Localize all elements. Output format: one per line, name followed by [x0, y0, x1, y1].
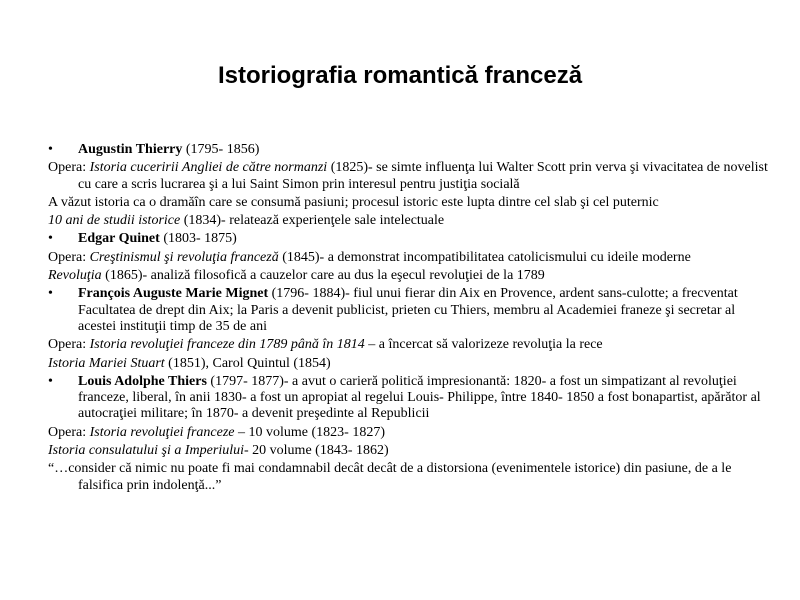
- bullet-item-quinet: [48, 231, 768, 247]
- work-description: (1845)- a demonstrat incompatibilitatea catolicismului cu ideile moderne: [278, 249, 691, 265]
- author-dates: (1803- 1875): [159, 231, 237, 247]
- quote-paragraph: [48, 461, 768, 494]
- slide-title: Istoriografia romantică franceză: [217, 62, 583, 89]
- text-paragraph: [48, 195, 768, 211]
- work-entry: [48, 250, 768, 266]
- work-title: Istoria cuceririi Angliei de către normanzi: [89, 160, 328, 176]
- paragraph-text: A văzut istoria ca o dramăîn care se consumă pasiuni; procesul istoric este lupta dintre cel slab şi cel puternic: [48, 194, 659, 210]
- work-entry: [48, 160, 768, 193]
- work-title: Istoria revoluţiei franceze: [89, 424, 235, 440]
- author-description: (1797- 1877)- a avut o carieră politică impresionantă: 1820- a fost un simpatizant al revoluţiei franceze, liberal, în anii 1830- a fost un apropiat al regelui Louis- Philippe, între 1840- 1850 a fost bonapartist, apărător al autocraţiei militare; în 1870- a devenit preşedinte al Republicii: [78, 373, 761, 422]
- slide-body: [48, 142, 768, 496]
- author-name: Edgar Quinet: [78, 231, 160, 247]
- author-name: Augustin Thierry: [78, 142, 183, 157]
- work-title: 10 ani de studii istorice: [48, 213, 181, 229]
- work-title: Istoria consulatului şi a Imperiului: [48, 443, 244, 459]
- work-description: (1865)- analiză filosofică a cauzelor care au dus la eşecul revoluţiei de la 1789: [101, 268, 545, 284]
- author-name: Louis Adolphe Thiers: [78, 373, 207, 389]
- work-label: Opera:: [48, 424, 90, 440]
- work-label: Opera:: [48, 160, 90, 176]
- work-label: Opera:: [48, 337, 90, 353]
- work-description: – a încercat să valorizeze revoluţia la rece: [364, 337, 603, 353]
- work-entry: [48, 425, 768, 441]
- work-entry: [48, 443, 768, 459]
- bullet-icon: •: [48, 142, 53, 157]
- bullet-icon: •: [48, 286, 53, 302]
- quote-text: “…consider că nimic nu poate fi mai condamnabil decât decât de a distorsiona (evenimentele istorice) din pasiune, de a le falsifica prin indolenţă...”: [48, 461, 732, 493]
- work-label: Opera:: [48, 249, 90, 265]
- work-title: Creştinismul şi revoluţia franceză: [89, 249, 279, 265]
- work-description: - 20 volume (1843- 1862): [244, 443, 389, 459]
- work-title: Revoluţia: [48, 268, 102, 284]
- work-description: – 10 volume (1823- 1827): [234, 424, 385, 440]
- work-description: (1825)- se simte influenţa lui Walter Scott prin verva şi vivacitatea de novelist cu care a scris lucrarea şi a lui Saint Simon prin interesul pentru justiţia socială: [78, 160, 768, 192]
- bullet-icon: •: [48, 231, 53, 247]
- work-title: Istoria Mariei Stuart: [48, 355, 165, 371]
- work-entry: [48, 268, 768, 284]
- author-name: François Auguste Marie Mignet: [78, 286, 269, 302]
- work-entry: [48, 213, 768, 229]
- bullet-icon: •: [48, 373, 53, 389]
- bullet-item-mignet: [48, 286, 768, 335]
- bullet-item-thiers: [48, 374, 768, 423]
- work-entry: [48, 337, 768, 353]
- author-description: (1796- 1884)- fiul unui fierar din Aix en Provence, ardent sans-culotte; a frecventat Facultatea de drept din Aix; la Paris a devenit publicist, prieten cu Thiers, membru al Academiei franeze şi secretar al acestei instituţii timp de 35 de ani: [78, 286, 738, 334]
- work-description: (1834)- relatează experienţele sale intelectuale: [180, 213, 445, 229]
- work-title: Istoria revoluţiei franceze din 1789 până în 1814: [89, 337, 365, 353]
- author-dates: (1795- 1856): [182, 142, 260, 157]
- work-description: (1851), Carol Quintul (1854): [164, 355, 331, 371]
- work-entry: [48, 356, 768, 372]
- bullet-item-thierry: [48, 142, 768, 158]
